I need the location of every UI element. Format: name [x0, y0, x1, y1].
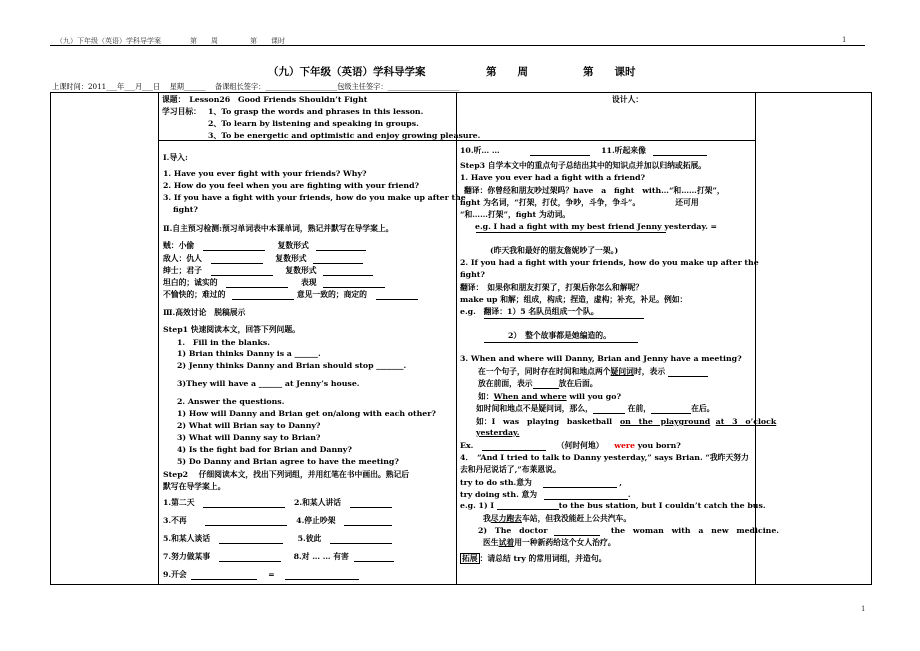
answer-q1: 1) How will Danny and Brian get on/along with each other?	[177, 409, 436, 418]
phrase-term: 9.开会	[163, 570, 187, 579]
vocab-blank[interactable]	[211, 263, 263, 264]
kp4-example-1-translation	[483, 513, 631, 524]
phrase-blank[interactable]	[285, 579, 359, 580]
kp3-underlined: at 3 o’clock	[715, 417, 777, 426]
phrase-blank[interactable]	[219, 543, 283, 544]
exercise-hint: （何时何地）	[556, 441, 604, 450]
key-point-3: 3. When and where will Danny, Brian and Jenny have a meeting?	[460, 354, 742, 363]
kp3-note-text: 如时间和地点不是疑问词，那么，	[476, 404, 593, 413]
phrase-blank[interactable]	[530, 155, 590, 156]
exercise-highlight: were	[614, 441, 635, 450]
exercise-label: Ex.	[460, 441, 474, 450]
phrase-term: 7.努力做某事	[163, 552, 211, 561]
phrase-blank[interactable]	[203, 507, 285, 508]
kp3-note-text: 放在前面，表示	[478, 379, 533, 388]
kp2-meanings: make up 和解；组成，构成；捏造，虚构；补充，补足。例如：	[460, 295, 688, 304]
answer-q2: 2) What will Brian say to Danny?	[177, 421, 321, 430]
step3-title: Step3 自学本文中的重点句子总结出其中的知识点并加以归纳或拓展。	[460, 161, 707, 170]
kp2-translation: 翻译： 如果你和朋友打架了，打架后你怎么和解呢？	[460, 283, 644, 292]
phrase-row-6	[460, 145, 707, 156]
extension-text: ：请总结 try 的常用词组，并造句。	[479, 554, 607, 563]
answer-q4: 4) Is the fight bad for Brian and Danny?	[177, 445, 352, 454]
kp2-answer-blank-1[interactable]	[484, 318, 644, 319]
kp4-text: 车站，但我没能赶上公共汽车。	[521, 514, 632, 523]
kp1-answer-blank[interactable]	[476, 232, 666, 233]
vocab-blank[interactable]	[211, 275, 273, 276]
header-page-number: 1	[842, 36, 847, 44]
goals-label: 学习目标：	[162, 107, 201, 116]
step1-title: Step1 快速阅读本文，回答下列问题。	[163, 325, 300, 334]
vocab-row-1	[163, 240, 366, 251]
answer-title: 2. Answer the questions.	[177, 397, 285, 406]
kp3-note-text: 如：I was playing basketball	[476, 417, 620, 426]
phrase-term: 8.对 … … 有害	[293, 552, 349, 561]
lesson-topic: 课题： Lesson26 Good Friends Shouldn’t Fight	[162, 95, 368, 104]
vocab-blank[interactable]	[313, 263, 363, 264]
kp4-text: the woman with a new medicine.	[610, 526, 780, 535]
exercise-blank[interactable]	[482, 450, 546, 451]
section-intro: Ⅰ.导入:	[163, 153, 188, 162]
phrase-term: 2.和某人讲话	[293, 498, 342, 507]
kp3-example-1	[478, 391, 621, 402]
kp3-note-2	[478, 378, 598, 389]
intro-q3: 3. If you have a fight with your friends, how do you make up after the	[163, 193, 466, 202]
intro-q3-cont: fight?	[173, 205, 198, 214]
phrase-blank[interactable]	[191, 579, 257, 580]
vocab-term: 表现	[301, 278, 317, 287]
kp4-blank[interactable]	[554, 535, 600, 536]
kp4-text: try doing sth. 意为	[460, 490, 538, 499]
kp4-text: 用一种新药给这个女人治疗。	[514, 538, 616, 547]
kp3-note-text: 时，表示	[633, 367, 666, 376]
kp1-note: fight 为名词，“打架，打仗，争吵，斗争，争斗”。 还可用	[460, 198, 699, 207]
vocab-blank[interactable]	[376, 299, 418, 300]
kp3-note-1	[478, 366, 708, 377]
kp3-underlined: 疑问词	[610, 367, 634, 376]
phrase-term: 10.听… …	[460, 146, 500, 155]
phrase-term: 11.听起来像	[601, 146, 646, 155]
vocab-blank[interactable]	[323, 287, 385, 288]
answer-q5: 5) Do Danny and Brian agree to have the meeting?	[177, 457, 399, 466]
kp1-example-translation: (昨天我和最好的朋友詹妮吵了一架。)	[490, 246, 619, 255]
extension-label: 拓展	[462, 554, 478, 563]
vocab-row-4	[163, 277, 385, 288]
meta-line: 上课时间：2011___年___月___日 星期______ 备课组长签字：____________________包级主任签字：____________________	[52, 82, 460, 91]
key-point-1: 1. Have you ever had a fight with a friend?	[460, 173, 646, 182]
intro-q2: 2. How do you feel when you are fighting with your friend?	[163, 181, 420, 190]
phrase-row-1	[163, 497, 392, 508]
key-point-4-cont: 去和丹尼说话了,”布莱恩说。	[460, 465, 561, 474]
exercise-line	[460, 440, 681, 451]
fill-item-1: 1) Brian thinks Danny is a ______.	[177, 349, 321, 358]
vocab-term: 敌人：仇人	[163, 254, 202, 263]
phrase-blank[interactable]	[330, 543, 392, 544]
vocab-blank[interactable]	[232, 299, 294, 300]
kp4-text: 医生	[483, 538, 499, 547]
vocab-term: 复数形式	[285, 266, 317, 275]
section-discussion: Ⅲ.高效讨论 脱稿展示	[163, 308, 246, 317]
doc-period: 第 课时	[583, 66, 636, 78]
header-week: 第 周	[190, 37, 218, 45]
phrase-blank[interactable]	[219, 561, 281, 562]
col-divider-mid	[456, 92, 457, 584]
kp4-text: to the bus station, but I couldn’t catch the bus.	[558, 501, 766, 510]
header-rule	[50, 45, 865, 46]
kp4-text: 2) The doctor	[478, 526, 548, 535]
phrase-blank[interactable]	[653, 155, 707, 156]
goal-1: 1、To grasp the words and phrases in this lesson.	[208, 107, 424, 116]
phrase-blank[interactable]	[354, 561, 394, 562]
fill-blanks-title: 1. Fill in the blanks.	[177, 338, 271, 347]
kp4-text: e.g. 1) I	[460, 501, 495, 510]
col-divider-right	[755, 92, 756, 584]
phrase-term: 1.第二天	[163, 498, 195, 507]
kp4-blank[interactable]	[544, 499, 628, 500]
kp3-blank[interactable]	[533, 388, 559, 389]
vocab-row-3	[163, 265, 373, 276]
vocab-blank[interactable]	[316, 250, 366, 251]
phrase-term: 3.不再	[163, 516, 187, 525]
phrase-row-5	[163, 569, 359, 580]
extension-line	[460, 553, 606, 564]
kp3-example-2	[476, 416, 776, 427]
kp2-example-1: e.g. 翻译：1）5 名队员组成一个队。	[460, 307, 599, 316]
kp4-blank[interactable]	[543, 487, 617, 488]
key-point-2: 2. If you had a fight with your friends, how do you make up after the	[460, 258, 759, 267]
fill-item-3: 3)They will have a ______ at Jenny’s house.	[177, 379, 360, 388]
kp3-note-text: will you go?	[566, 392, 622, 401]
phrase-term: 5.和某人谈话	[163, 534, 211, 543]
header-left: （九）下年级（英语）学科导学案	[56, 37, 161, 45]
vocab-blank[interactable]	[226, 287, 288, 288]
kp4-example-2-translation	[483, 537, 616, 548]
vocab-term: 绅士；君子	[163, 266, 202, 275]
phrase-term: 5.彼此	[297, 534, 322, 543]
col-divider-left	[158, 92, 159, 584]
goal-3: 3、To be energetic and optimistic and enjoy growing pleasure.	[208, 131, 481, 140]
step2-title-cont: 默写在导学案上。	[163, 482, 226, 491]
kp1-example: e.g. I had a fight with my best friend Jenny yesterday. =	[475, 222, 718, 231]
kp4-underlined: 尽力跑去	[490, 514, 522, 523]
kp3-note-text: 在一个句子，同时存在时间和地点两个	[478, 367, 611, 376]
kp1-translation: 翻译：你曾经和朋友吵过架吗？have a fight with…“和……打架”，	[464, 186, 725, 195]
kp2-example-2: 2） 整个故事都是她编造的。	[508, 331, 611, 340]
kp3-note-3	[476, 403, 714, 414]
vocab-term: 贼：小偷	[163, 241, 195, 250]
doc-week: 第 周	[486, 66, 528, 78]
goal-2: 2、To learn by listening and speaking in groups.	[208, 119, 419, 128]
vocab-blank[interactable]	[323, 275, 373, 276]
vocab-term: 不愉快的；难过的	[163, 290, 226, 299]
vocab-row-2	[163, 253, 363, 264]
vocab-term: 坦白的；诚实的	[163, 278, 218, 287]
kp3-underlined: When and where	[493, 392, 567, 401]
vocab-term: 复数形式	[275, 254, 307, 263]
equals-sign: =	[268, 570, 275, 579]
kp3-example-2-cont: yesterday.	[476, 428, 520, 437]
kp2-answer-blank-2[interactable]	[484, 342, 638, 343]
kp4-text: try to do sth.意为	[460, 478, 532, 487]
kp4-try-doing: try doing sth. 意为 .	[460, 490, 631, 499]
kp1-note-cont: “和……打架”，fight 为动词。	[460, 210, 571, 219]
kp4-example-1	[460, 501, 766, 510]
kp4-blank[interactable]	[497, 509, 559, 510]
phrase-blank[interactable]	[344, 525, 392, 526]
header-lesson: 第 课时	[250, 37, 285, 45]
phrase-blank[interactable]	[205, 525, 287, 526]
kp3-underlined: on the playground	[619, 417, 711, 426]
key-point-4: 4． “And I tried to talk to Danny yesterday,” says Brian. “我昨天努力	[460, 453, 749, 462]
phrase-blank[interactable]	[350, 507, 392, 508]
kp3-note-text: 在前，	[627, 404, 652, 413]
phrase-row-3	[163, 533, 392, 544]
vocab-term: 复数形式	[277, 241, 309, 250]
phrase-row-4	[163, 551, 394, 562]
page-footer-number: 1	[861, 605, 866, 613]
kp3-blank[interactable]	[651, 413, 691, 414]
kp3-note-text: 如：	[478, 392, 494, 401]
phrase-term: 4.停止吵架	[296, 516, 336, 525]
kp4-underlined: 试着	[498, 538, 515, 547]
step2-title: Step2 仔细阅读本文，找出下列词组，并用红笔在书中画出。熟记后	[163, 470, 410, 479]
vocab-term: 意见一致的；商定的	[296, 290, 367, 299]
section-preview: Ⅱ.自主预习检测:预习单词表中本课单词，熟记并默写在导学案上。	[163, 224, 394, 233]
doc-title: （九）下年级（英语）学科导学案	[268, 66, 426, 78]
kp4-text: 我	[483, 514, 491, 523]
kp3-note-text: 在后。	[691, 404, 715, 413]
kp4-example-2	[478, 525, 779, 536]
intro-q1: 1. Have you ever fight with your friends? Why?	[163, 169, 367, 178]
kp3-note-text: 放在后面。	[558, 379, 598, 388]
kp3-blank[interactable]	[593, 413, 625, 414]
vocab-row-5	[163, 289, 418, 300]
kp3-blank[interactable]	[668, 376, 708, 377]
phrase-row-2	[163, 515, 392, 526]
answer-q3: 3) What will Danny say to Brian?	[177, 433, 321, 442]
exercise-text: you born?	[635, 441, 681, 450]
key-point-2-cont: fight?	[460, 270, 485, 279]
designer-label: 设计人：	[612, 95, 644, 104]
fill-item-2: 2) Jenny thinks Danny and Brian should stop _______.	[177, 361, 407, 370]
kp4-try-to-do: try to do sth.意为 ,	[460, 478, 622, 487]
vocab-blank[interactable]	[203, 250, 265, 251]
